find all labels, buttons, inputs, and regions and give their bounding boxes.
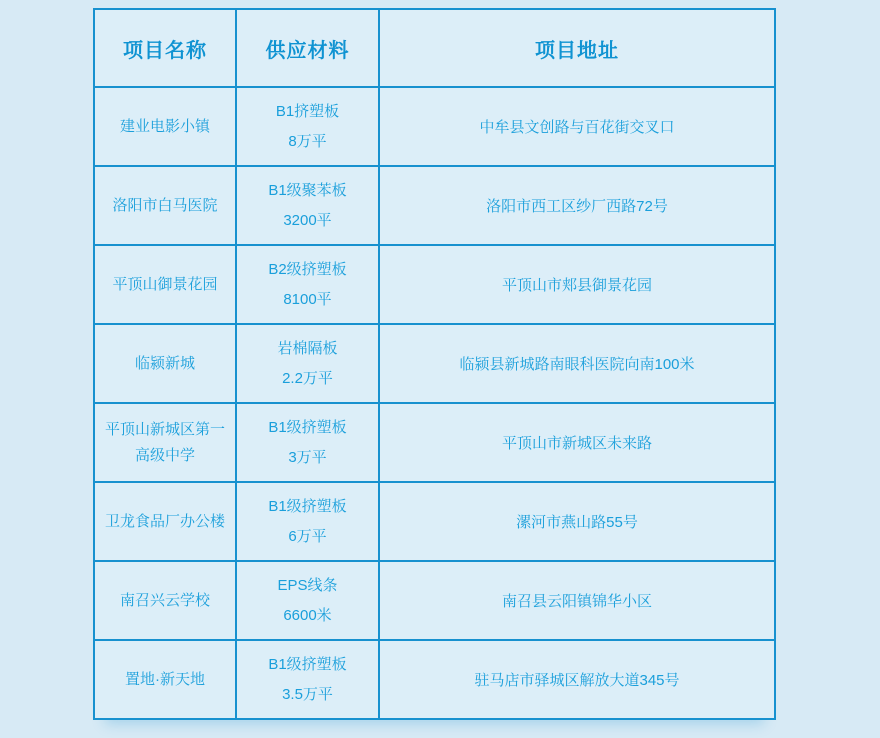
material-type: B1挤塑板 bbox=[275, 102, 340, 120]
supply-material-cell bbox=[236, 324, 379, 403]
material-type: B1级聚苯板 bbox=[268, 181, 347, 199]
supply-material-cell bbox=[236, 561, 379, 640]
table-row bbox=[94, 640, 775, 719]
project-name-cell: 建业电影小镇 bbox=[94, 87, 236, 166]
table-row bbox=[94, 245, 775, 324]
material-type: EPS线条 bbox=[277, 576, 338, 594]
supply-material-cell bbox=[236, 640, 379, 719]
supply-material-cell bbox=[236, 403, 379, 482]
table-row bbox=[94, 324, 775, 403]
supply-material-cell bbox=[236, 482, 379, 561]
project-address-cell: 平顶山市新城区未来路 bbox=[379, 403, 775, 482]
table-body bbox=[94, 87, 775, 719]
header-row bbox=[94, 9, 775, 87]
project-name-cell: 平顶山新城区第一高级中学 bbox=[94, 403, 236, 482]
table-row bbox=[94, 403, 775, 482]
material-type: B1级挤塑板 bbox=[268, 418, 347, 436]
project-name-cell: 置地·新天地 bbox=[94, 640, 236, 719]
material-quantity: 3万平 bbox=[288, 448, 327, 466]
project-address-cell: 平顶山市郏县御景花园 bbox=[379, 245, 775, 324]
material-quantity: 3.5万平 bbox=[282, 685, 333, 703]
material-quantity: 6600米 bbox=[283, 606, 332, 624]
project-name-cell: 临颍新城 bbox=[94, 324, 236, 403]
project-address-cell: 驻马店市驿城区解放大道345号 bbox=[379, 640, 775, 719]
material-quantity: 8100平 bbox=[283, 290, 332, 308]
project-name-cell: 洛阳市白马医院 bbox=[94, 166, 236, 245]
header-project-address: 项目地址 bbox=[379, 9, 775, 87]
project-address-cell: 临颍县新城路南眼科医院向南100米 bbox=[379, 324, 775, 403]
material-type: B1级挤塑板 bbox=[268, 497, 347, 515]
header-supply-material: 供应材料 bbox=[236, 9, 379, 87]
project-name-cell: 南召兴云学校 bbox=[94, 561, 236, 640]
material-type: B1级挤塑板 bbox=[268, 655, 347, 673]
projects-table bbox=[93, 8, 776, 720]
supply-material-cell bbox=[236, 87, 379, 166]
project-name-cell: 卫龙食品厂办公楼 bbox=[94, 482, 236, 561]
project-address-cell: 漯河市燕山路55号 bbox=[379, 482, 775, 561]
material-quantity: 3200平 bbox=[283, 211, 332, 229]
supply-material-cell bbox=[236, 245, 379, 324]
material-quantity: 8万平 bbox=[288, 132, 327, 150]
material-quantity: 2.2万平 bbox=[282, 369, 333, 387]
project-address-cell: 南召县云阳镇锦华小区 bbox=[379, 561, 775, 640]
material-type: B2级挤塑板 bbox=[268, 260, 347, 278]
project-address-cell: 洛阳市西工区纱厂西路72号 bbox=[379, 166, 775, 245]
material-type: 岩棉隔板 bbox=[277, 339, 338, 357]
table-row bbox=[94, 87, 775, 166]
material-quantity: 6万平 bbox=[288, 527, 327, 545]
supply-material-cell bbox=[236, 166, 379, 245]
header-project-name: 项目名称 bbox=[94, 9, 236, 87]
table-row bbox=[94, 482, 775, 561]
table-row bbox=[94, 561, 775, 640]
table-row bbox=[94, 166, 775, 245]
project-address-cell: 中牟县文创路与百花街交叉口 bbox=[379, 87, 775, 166]
project-name-cell: 平顶山御景花园 bbox=[94, 245, 236, 324]
